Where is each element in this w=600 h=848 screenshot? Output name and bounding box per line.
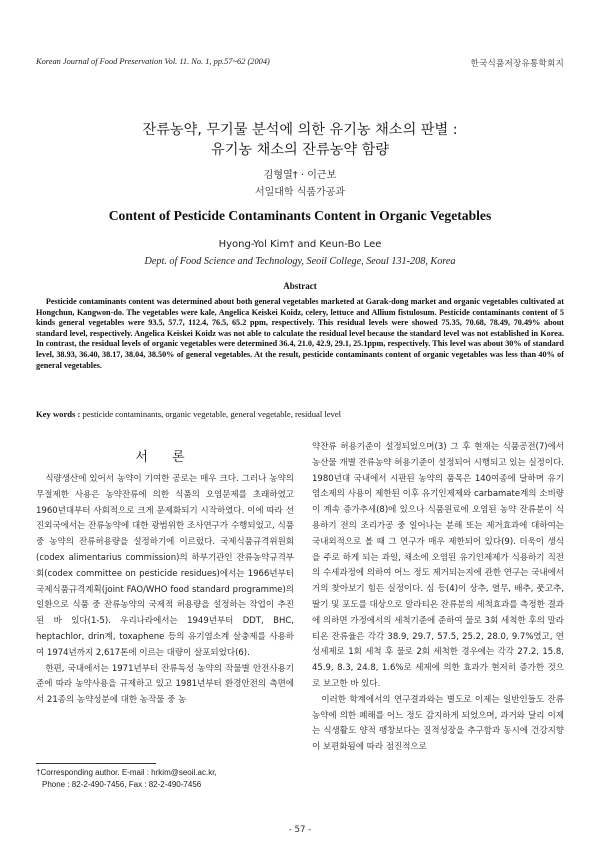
korean-authors: 김형열† · 이근보 xyxy=(263,170,337,181)
right-paragraph-2: 이러한 학계에서의 연구결과와는 별도로 이제는 일반인들도 잔류농약에 의한 폐해를 어느 정도 감지하게 되었으며, 과거와 달리 이제는 식생활도 양적 팽창보다는 질적성장을 추구함과 동시에 건강지향이 보편화됨에 따라 점진적으로 xyxy=(312,694,564,753)
left-paragraph-1: 식량생산에 있어서 농약이 기여한 공로는 매우 크다. 그러나 농약의 무절제한 사용은 농약잔류에 의한 식품의 오염문제를 초래하였고 1960년대부터 사회적으로 크게 문제화되기 시작하였다. 이에 따라 선진외국에서는 잔류농약에 대한 광범위한 조사연구가 수행되었고, 식품 중 농약의 잔류허용량을 설정하기에 이르렀다. 국제식품규격위원회(codex alimentarius commission)의 하부기관인 잔류농약규격부회(codex committee on pesticide residues)에서는 1966년부터 국제식품규격계획(joint FAO/WHO food standard programme)의 일환으로 식품 중 잔류농약의 국제적 허용량을 설정하는 작업이 추진된 바 있다(1-5). 우리나라에서는 1949년부터 DDT, BHC, heptachlor, drin계, toxaphene 등의 유기염소계 살충제를 사용하여 1974년까지 2,617톤에 이르는 대량이 살포되었다(6). xyxy=(36,474,294,658)
abstract-heading: Abstract xyxy=(283,281,317,291)
keywords-text: pesticide contaminants, organic vegetable, general vegetable, residual level xyxy=(80,409,342,419)
left-column xyxy=(36,472,294,709)
korean-title xyxy=(0,120,600,160)
footnote-phone: Phone : 82-2-490-7456, Fax : 82-2-490-7456 xyxy=(42,780,202,790)
journal-citation: Korean Journal of Food Preservation Vol. 11. No. 1, pp.57~62 (2004) xyxy=(36,57,270,66)
footnote-email: †Corresponding author. E-mail : hrkim@seoil.ac.kr, xyxy=(36,768,217,777)
left-paragraph-2: 한편, 국내에서는 1971년부터 잔류독성 농약의 작물별 안전사용기준에 따라 농약사용을 규제하고 있고 1981년부터 환경안전의 측면에서 21종의 농약성분에 대한 농작물 중 농 xyxy=(36,663,294,706)
footnote-divider xyxy=(36,763,156,764)
keywords-label: Key words : xyxy=(36,409,81,419)
right-paragraph-1: 약잔류 허용기준이 설정되었으며(3) 그 후 현재는 식품공전(7)에서 농산물 개별 잔류농약 허용기준이 설정되어 시행되고 있는 실정이다. 1980년대 국내에서 시판된 농약의 품목은 140여종에 달하며 유기염소제의 사용이 제한된 이후 유기인제제와 carbamate계의 소비량이 계속 증가추세(8)에 있으나 식품원료에 오염된 농약 잔류분이 식용하기 전의 조리가공 중 일어나는 분해 또는 제거효과에 대하여는 국내외적으로 볼 때 그 연구가 매우 제한되어 있다(9). 더욱이 생식을 주로 하게 되는 과일, 채소에 오염된 유기인제제가 식용하기 직전의 수세과정에 의하여 어느 정도 제거되는지에 관한 연구는 국내에서 거의 찾아보기 힘든 실정이다. 심 등(4)이 상추, 열무, 배추, 풋고추, 딸기 및 포도를 대상으로 말라티온 잔류분의 세척효과를 측정한 결과에 의하면 가정에서의 세척기준에 준하여 물로 3회 세척한 후의 말라티온 잔류율은 각각 38.9, 29.7, 57.5, 25.2, 28.0, 9.7%였고, 연성세제로 1회 세척 후 물로 2회 세척한 경우에는 각각 27.2, 15.8, 45.9, 8.3, 24.8, 1.6%로 세제에 의한 효과가 현저히 증가한 것으로 보고한 바 있다. xyxy=(312,442,564,689)
english-affiliation: Dept. of Food Science and Technology, Seoil College, Seoul 131-208, Korea xyxy=(144,256,456,267)
english-authors: Hyong-Yol Kim† and Keun-Bo Lee xyxy=(218,239,382,250)
korean-affiliation: 서일대학 식품가공과 xyxy=(254,187,346,198)
page-number: - 57 - xyxy=(288,825,312,835)
right-column xyxy=(312,440,564,756)
english-title: Content of Pesticide Contaminants Content in Organic Vegetables xyxy=(108,208,492,223)
section-heading: 서 론 xyxy=(135,450,195,465)
abstract-text: Pesticide contaminants content was determined about both general vegetables marketed at Garak-dong market and organic vegetables cultivated at Hongchun, Kangwon-do. The vegetables were kale, Angelica Keiskei Koidz, celery, lettuce and Allium fistulosum. Pesticide contaminants content of 5 kinds general vegetables were 93.5, 57.7, 112.4, 76.5, 65.2 ppm, respectively. This residual levels were showed 75.35, 70.68, 78.49, 70.49% about standard level, respectively. Angelica Keiskei Koidz was not able to calculate the residual level because the standard level was not established in Korea. In contrast, the residual levels of organic vegetables were determined 36.4, 21.0, 42.9, 29.1, 25.1ppm, respectively. This level was about 30% of standard level, 38.93, 36.40, 38.17, 38.04, 38.50% of general vegetables. At the result, pesticide contaminants content of organic vegetables was less than 40% of general vegetables. xyxy=(36,297,564,370)
keywords xyxy=(36,409,564,419)
society-name: 한국식품저장유통학회지 xyxy=(470,59,564,69)
korean-title-line2: 유기농 채소의 잔류농약 함량 xyxy=(211,142,389,158)
footnote xyxy=(36,767,306,792)
korean-title-line1: 잔류농약, 무기물 분석에 의한 유기농 채소의 판별 : xyxy=(142,122,458,138)
